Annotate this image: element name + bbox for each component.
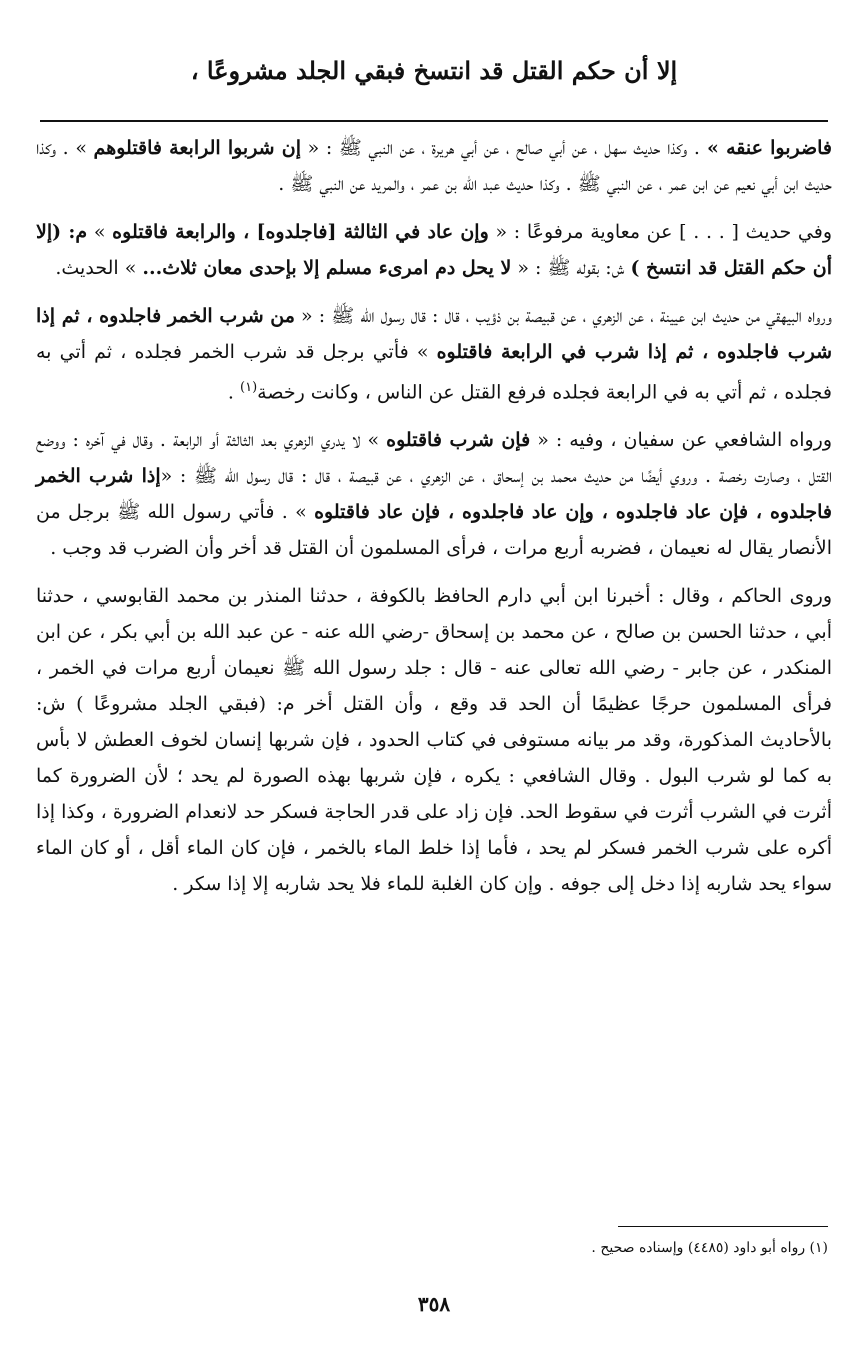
footnote-marker: (١) <box>240 380 258 395</box>
paragraph <box>36 298 832 410</box>
text-segment: . وكذا حديث سهل ، عن أبي صالح ، عن أبي هريرة ، عن النبي ﷺ : « <box>301 137 700 159</box>
bold-text-segment: إذا شرب الخمر فاجلدوه ، فإن عاد فاجلدوه ، وإن عاد فاجلدوه ، فإن عاد فاقتلوه <box>36 465 832 524</box>
bold-text-segment: وإن عاد في الثالثة [فاجلدوه] ، والرابعة فاقتلوه <box>112 221 489 243</box>
text-segment: » الحديث. <box>55 257 143 279</box>
bold-text-segment: إن شربوا الرابعة فاقتلوهم <box>93 137 302 159</box>
paragraph <box>36 578 832 902</box>
bold-text-segment: م: (إلا أن حكم القتل قد انتسخ ) <box>36 221 832 279</box>
text-segment: . <box>227 381 241 404</box>
text-segment: » لا يدري الزهري بعد الثالثة أو الرابعة . وقال في آخره : ووضع القتل ، وصارت رخصة . وروي أيضًا من حديث محمد بن إسحاق ، عن الزهري ، عن قبيصة ، قال : قال رسول الله ﷺ : « <box>36 429 832 488</box>
text-segment: » فأتي برجل قد شرب الخمر فجلده ، ثم أتي به فجلده ، ثم أتي به في الرابعة فجلده فرفع القتل عن الناس ، وكانت رخصة <box>36 341 832 404</box>
footnote-divider <box>618 1226 828 1227</box>
bold-text-segment: لا يحل دم امرىء مسلم إلا بإحدى معان ثلاث... <box>142 257 512 279</box>
bold-text-segment: فاضربوا عنقه » <box>699 137 832 159</box>
bold-text-segment: فإن شرب فاقتلوه <box>386 429 531 452</box>
page-number: ٣٥٨ <box>417 1292 451 1316</box>
paragraph <box>36 422 832 566</box>
text-segment: ورواه الشافعي عن سفيان ، وفيه : « <box>530 429 832 452</box>
bold-text-segment: من شرب الخمر فاجلدوه ، ثم إذا شرب فاجلدوه ، ثم إذا شرب في الرابعة فاقتلوه <box>36 305 832 363</box>
body-text <box>36 130 832 914</box>
paragraph <box>36 214 832 286</box>
text-segment: ش: بالأحاديث المذكورة، وقد مر بيانه مستوفى في كتاب الحدود ، فإن شربها إنسان لخوف العطش لا بأس به كما لو شرب البول . وقال الشافعي : يكره ، فإن شربها بهذه الصورة لم يحد ؛ لأن الضرورة كما أثرت في الشرب أثرت في سقوط الحد. فإن زاد على قدر الحاجة فسكر حد لانعدام الضرورة ، وكذا إذا أكره على شرب الخمر فسكر لم يحد ، فأما إذا خلط الماء بالخمر ، فإن كان الماء أقل ، أو كان الماء سواء يحد شاربه إذا دخل إلى جوفه . وإن كان الغلبة للماء فلا يحد شاربه إلا إذا سكر . <box>36 693 832 896</box>
text-segment: ش: بقوله ﷺ : « <box>511 257 631 279</box>
text-segment: وفي حديث [ . . . ] عن معاوية مرفوعًا : « <box>488 221 833 243</box>
text-segment: » <box>87 221 113 243</box>
text-segment: » . وكذا حديث ابن أبي نعيم عن ابن عمر ، عن النبي ﷺ . وكذا حديث عبد الله بن عمر ، والمريد عن النبي ﷺ . <box>36 137 832 195</box>
footnote: (١) رواه أبو داود (٤٤٨٥) وإسناده صحيح . <box>591 1240 828 1256</box>
text-segment: ورواه البيهقي من حديث ابن عيينة ، عن الزهري ، عن قبيصة بن ذؤيب ، قال : قال رسول الله ﷺ : « <box>294 305 832 327</box>
text-segment: » . فأتي رسول الله ﷺ برجل من الأنصار يقال له نعيمان ، فضربه أربع مرات ، فرأى المسلمون أن القتل قد أخر وأن الضرب قد وجب . <box>36 501 832 560</box>
header-divider <box>40 120 828 122</box>
page-header: إلا أن حكم القتل قد انتسخ فبقي الجلد مشروعًا ، <box>190 56 678 85</box>
text-segment: وروى الحاكم ، وقال : أخبرنا ابن أبي دارم الحافظ بالكوفة ، حدثنا المنذر بن محمد القابوسي ، حدثنا أبي ، حدثنا الحسن بن صالح ، عن محمد بن إسحاق -رضي الله عنه - عن عبد الله بن أبي بكر ، عن ابن المنكدر ، عن جابر - رضي الله تعالى عنه - قال : جلد رسول الله ﷺ نعيمان أربع مرات في الخمر ، فرأى المسلمون حرجًا عظيمًا أن الحد قد وقع ، وأن القتل أخر <box>36 585 833 716</box>
paragraph <box>36 130 832 202</box>
text-segment: م: (فبقي الجلد مشروعًا ) <box>76 693 295 716</box>
